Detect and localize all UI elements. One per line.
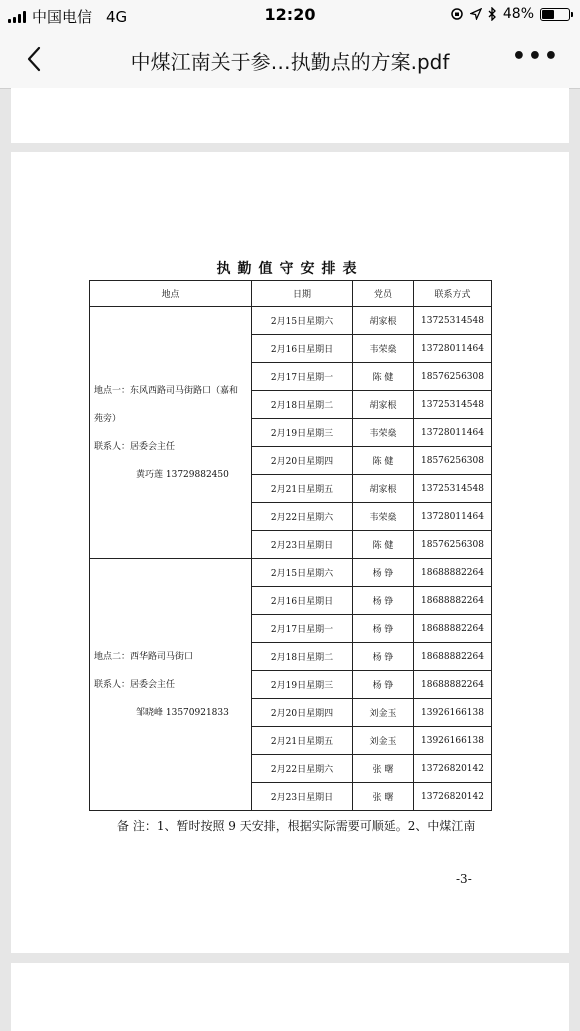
location-cell [90, 559, 252, 811]
phone-cell: 13728011464 [414, 335, 492, 363]
phone-cell: 18688882264 [414, 671, 492, 699]
phone-cell: 13728011464 [414, 503, 492, 531]
phone-cell: 13725314548 [414, 307, 492, 335]
date-cell: 2月16日星期日 [252, 335, 353, 363]
status-bar [0, 0, 580, 30]
footnote: 备 注：1、暂时按照 9 天安排，根据实际需要可顺延。2、中煤江南 [117, 819, 476, 833]
location-line: 地点二：西华路司马街口 [94, 651, 194, 662]
date-cell: 2月15日星期六 [252, 559, 353, 587]
member-cell: 杨 铮 [353, 559, 414, 587]
member-cell: 韦荣燊 [353, 503, 414, 531]
header-member: 党员 [353, 281, 414, 307]
status-right [450, 6, 570, 22]
table-header-row [90, 281, 492, 307]
table-title: 执勤值守安排表 [216, 261, 364, 277]
network-label: 4G [106, 7, 128, 26]
member-cell: 陈 健 [353, 447, 414, 475]
phone-cell: 18576256308 [414, 363, 492, 391]
phone-cell: 13725314548 [414, 475, 492, 503]
member-cell: 张 曙 [353, 783, 414, 811]
member-cell: 杨 铮 [353, 615, 414, 643]
back-button[interactable] [20, 44, 50, 74]
location-line: 苑旁） [94, 413, 122, 424]
carrier-label: 中国电信 [32, 8, 93, 26]
more-button[interactable]: ••• [511, 44, 560, 69]
member-cell: 刘金玉 [353, 727, 414, 755]
phone-cell: 13725314548 [414, 391, 492, 419]
date-cell: 2月19日星期三 [252, 419, 353, 447]
page-number: -3- [456, 872, 472, 886]
member-cell: 韦荣燊 [353, 335, 414, 363]
date-cell: 2月21日星期五 [252, 727, 353, 755]
date-cell: 2月22日星期六 [252, 503, 353, 531]
table-row [90, 307, 492, 335]
location-cell [90, 307, 252, 559]
date-cell: 2月18日星期二 [252, 643, 353, 671]
phone-cell: 18688882264 [414, 643, 492, 671]
date-cell: 2月17日星期一 [252, 615, 353, 643]
location-line: 地点一：东风西路司马街路口（嘉和 [94, 385, 239, 396]
phone-cell: 13728011464 [414, 419, 492, 447]
header-date: 日期 [252, 281, 353, 307]
member-cell: 刘金玉 [353, 699, 414, 727]
phone-cell: 18688882264 [414, 615, 492, 643]
date-cell: 2月20日星期四 [252, 699, 353, 727]
phone-cell: 18688882264 [414, 587, 492, 615]
location-line: 联系人：居委会主任 [94, 679, 176, 690]
date-cell: 2月19日星期三 [252, 671, 353, 699]
bluetooth-icon [488, 7, 497, 21]
date-cell: 2月20日星期四 [252, 447, 353, 475]
location-icon [470, 8, 482, 20]
document-title: 中煤江南关于参…执勤点的方案.pdf [130, 50, 450, 74]
phone-cell: 18576256308 [414, 531, 492, 559]
phone-cell: 13926166138 [414, 699, 492, 727]
phone-cell: 13726820142 [414, 755, 492, 783]
pdf-page-next [11, 963, 569, 1031]
pdf-page-previous [11, 88, 569, 143]
navigation-bar [0, 30, 580, 89]
member-cell: 韦荣燊 [353, 419, 414, 447]
location-line: 邹晓峰 13570921833 [136, 707, 229, 718]
member-cell: 杨 铮 [353, 671, 414, 699]
location-line: 联系人：居委会主任 [94, 441, 176, 452]
member-cell: 陈 健 [353, 363, 414, 391]
date-cell: 2月23日星期日 [252, 531, 353, 559]
phone-cell: 18576256308 [414, 447, 492, 475]
date-cell: 2月22日星期六 [252, 755, 353, 783]
member-cell: 胡家根 [353, 307, 414, 335]
member-cell: 胡家根 [353, 391, 414, 419]
battery-icon [540, 8, 570, 21]
member-cell: 张 曙 [353, 755, 414, 783]
battery-percent: 48% [502, 6, 534, 22]
location-line: 黄巧莲 13729882450 [136, 469, 229, 480]
member-cell: 杨 铮 [353, 587, 414, 615]
phone-cell: 13926166138 [414, 727, 492, 755]
date-cell: 2月17日星期一 [252, 363, 353, 391]
date-cell: 2月18日星期二 [252, 391, 353, 419]
member-cell: 胡家根 [353, 475, 414, 503]
table-row [90, 559, 492, 587]
phone-cell: 13726820142 [414, 783, 492, 811]
member-cell: 陈 健 [353, 531, 414, 559]
date-cell: 2月21日星期五 [252, 475, 353, 503]
orientation-lock-icon [450, 7, 464, 21]
duty-table [89, 280, 492, 811]
header-contact: 联系方式 [414, 281, 492, 307]
member-cell: 杨 铮 [353, 643, 414, 671]
date-cell: 2月23日星期日 [252, 783, 353, 811]
date-cell: 2月15日星期六 [252, 307, 353, 335]
phone-cell: 18688882264 [414, 559, 492, 587]
header-location: 地点 [90, 281, 252, 307]
clock: 12:20 [264, 5, 316, 24]
date-cell: 2月16日星期日 [252, 587, 353, 615]
